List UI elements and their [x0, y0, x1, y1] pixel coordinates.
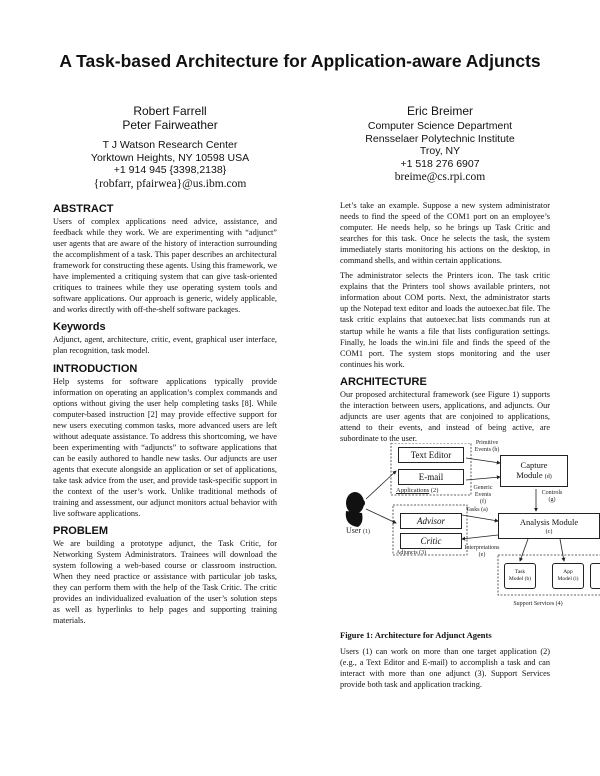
section-heading-keywords: Keywords [53, 321, 106, 334]
primitive-events-label: Primitive Events (h) [474, 440, 500, 453]
right-column-lower [340, 630, 550, 690]
abstract-text: Users of complex applications need advice, assistance, and feedback while they work. We are experimenting with “adjunct” user agents that are aware of the history of interaction surrounding the accomplishment of a task. This paper describes an architectural framework for constructing these agents. Using this framework, we have implemented a critiquing system that can give task-oriented critiques to trainees while they use operating system tools and software applications. Our approach is generic, widely applicable, and works directly with off-the-shelf software packages. [53, 217, 277, 315]
author-institute: Rensselaer Polytechnic Institute [365, 132, 515, 145]
advisor-label: Advisor [417, 516, 445, 526]
introduction-text: Help systems for software applications typically provide information on operating an application’s complex commands and options without giving the user help completing tasks [8]. While computer-based instruction [2] may provide effective support for new users executing common tasks, more advanced users are left without adequate assistance. To address this shortcoming, we have been experimenting with “adjuncts” to software applications that can be easily authored to handle new tasks. Our adjuncts are user agents that execute alongside an application or set of applications, take task advice from the user, and provide task-specific support in the context of the user’s work. Unlike traditional methods of training and assessment, our adjunct monitors actual behavior with live software applications. [53, 376, 277, 519]
example-paragraph-1: Let’s take an example. Suppose a new system administrator needs to find the speed of the COM1 port on an employee’s computer. He needs help, so he brings up Task Critic and searches for this task. Once he selects the task, the system immediately starts monitoring his actions on the desktop, in command shells, and within certain applications. [340, 201, 550, 266]
paper-title: A Task-based Architecture for Application-aware Adjuncts [59, 51, 541, 71]
analysis-module-box: Analysis Module (c) [498, 513, 600, 539]
author-address: Yorktown Heights, NY 10598 USA [90, 151, 250, 164]
adjuncts-label: Adjuncts (3) [396, 550, 427, 556]
keywords-text: Adjunct, agent, architecture, critic, event, graphical user interface, plan recognition, task model. [53, 335, 277, 356]
author-department: Computer Science Department [367, 120, 513, 132]
author-name: Eric Breimer [406, 104, 473, 118]
author-name: Peter Fairweather [122, 118, 218, 132]
applications-label: Applications (2) [396, 487, 439, 494]
support-services-label: Support Services (4) [513, 601, 563, 607]
author-name: Robert Farrell [133, 104, 207, 118]
author-email: {robfarr, pfairwea}@us.ibm.com [93, 177, 247, 190]
architecture-diagram [338, 440, 600, 621]
text-editor-box [398, 447, 464, 463]
controls-label: Controls (g) [541, 490, 563, 503]
figure-caption: Figure 1: Architecture for Adjunct Agents [340, 630, 492, 640]
author-phone: +1 914 945 {3398,2138} [113, 164, 227, 176]
critic-label: Critic [420, 536, 442, 546]
app-model-box: App Model (i) [552, 563, 584, 589]
user-label: User (1) [345, 526, 371, 535]
author-block-right [340, 104, 540, 185]
critic-box [400, 533, 462, 549]
author-affiliation: T J Watson Research Center [102, 139, 238, 151]
section-heading-architecture: ARCHITECTURE [340, 375, 427, 388]
author-block-left [60, 104, 280, 192]
user-head-icon [346, 492, 365, 527]
generic-events-label: Generic Events (f) [473, 485, 493, 505]
section-heading-abstract: ABSTRACT [53, 203, 114, 215]
email-box [398, 469, 464, 485]
architecture-text: Our proposed architectural framework (see Figure 1) supports the interaction between users, applications, and adjuncts. Our adjuncts are user agents that are conjoined to applications, attend to their events, and instead of being active, are subordinate to the user. [340, 389, 550, 443]
section-heading-introduction: INTRODUCTION [53, 362, 138, 375]
left-column [53, 203, 277, 627]
email-label: E-mail [418, 472, 444, 482]
right-column [340, 200, 550, 444]
capture-module-box: Capture Module (d) [500, 455, 568, 487]
text-editor-label: Text Editor [410, 450, 452, 460]
after-figure-text: Users (1) can work on more than one target application (2) (e.g., a Text Editor and E-mail) to accomplish a task and can interact with more than one adjunct (3). Support Services provide both task and application tracking. [340, 647, 550, 690]
author-city: Troy, NY [419, 145, 461, 157]
problem-text: We are building a prototype adjunct, the Task Critic, for Networking System Administrators. Trainees will download the system following a web-based course or classroom instruction. When they need practice or assistance with particular job tasks, they can perform them with the help of the Task Critic. The critic provides an individualized evaluation of the user’s solution steps as well as hyperlinks to help pages and supporting training materials. [53, 539, 277, 626]
author-email: breime@cs.rpi.com [394, 171, 486, 183]
extra-model-box [590, 563, 600, 589]
section-heading-problem: PROBLEM [53, 525, 108, 538]
task-model-box: Task Model (b) [504, 563, 536, 589]
interpretations-label: Interpretations (e) [464, 545, 500, 558]
tasks-label: Tasks (a) [466, 507, 488, 513]
author-phone: +1 518 276 6907 [400, 157, 480, 170]
advisor-box [400, 513, 462, 529]
example-paragraph-2: The administrator selects the Printers icon. The task critic explains that the Printers tool shows available printers, not information about COM ports. Next, the administrator starts up the Notepad text editor and loads the autoexec.bat file. The task critic explains that autoexec.bat lists commands run at startup while he wants a file that lists configuration settings. Finally, he loads the win.ini file and finds the speed of the COM1 port. The system stops monitoring and the user continues his work. [340, 271, 550, 369]
